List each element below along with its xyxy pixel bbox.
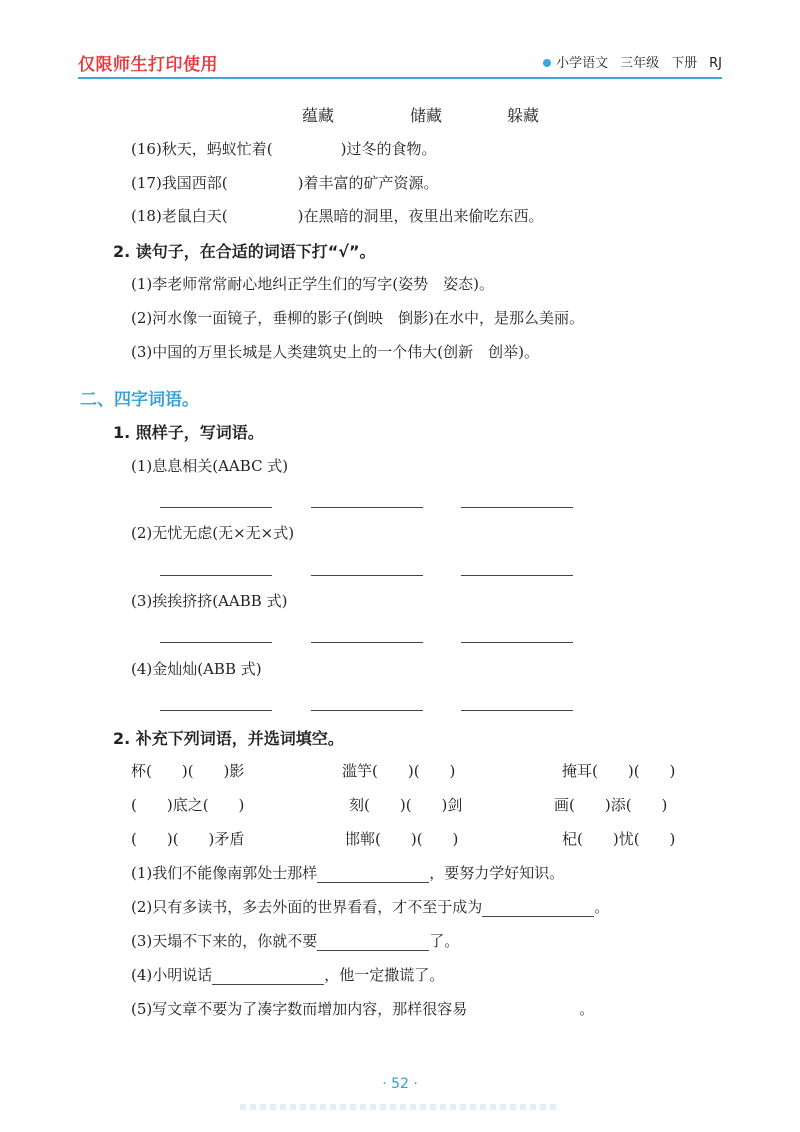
footer-decoration (240, 1104, 560, 1110)
answer-blank[interactable] (482, 902, 594, 917)
idiom-cell: 邯郸( )( ) (345, 830, 459, 848)
idiom-cell: 画( )添( ) (554, 796, 668, 814)
answer-blank[interactable] (311, 710, 423, 711)
pattern-item: (2)无忧无虑(无×无×式) (131, 524, 295, 542)
header-subject: 小学语文 (556, 56, 609, 71)
idiom-cell: ( )底之( ) (131, 796, 245, 814)
fill-sentence: (5)写文章不要为了凑字数而增加内容，那样很容易 。 (131, 1000, 595, 1018)
fill-item: (17)我国西部( )着丰富的矿产资源。 (131, 174, 439, 192)
answer-blank[interactable] (467, 1005, 579, 1019)
idiom-cell: 滥竽( )( ) (342, 762, 456, 780)
idiom-cell: 刻( )( )剑 (349, 796, 463, 814)
answer-blank[interactable] (160, 507, 272, 508)
fill-sentence: (4)小明说话 ，他一定撒谎了。 (131, 966, 445, 984)
idiom-cell: 掩耳( )( ) (562, 762, 676, 780)
sentence-item: (3)中国的万里长城是人类建筑史上的一个伟大(创新 创举)。 (131, 343, 539, 361)
answer-blank[interactable] (317, 936, 429, 951)
question-title: 2. 补充下列词语，并选词填空。 (113, 729, 344, 748)
sentence-item: (1)李老师常常耐心地纠正学生们的写字(姿势 姿态)。 (131, 275, 494, 293)
answer-blank[interactable] (160, 575, 272, 576)
answer-blank[interactable] (317, 868, 429, 883)
fill-sentence: (3)天塌不下来的，你就不要 了。 (131, 932, 460, 950)
answer-blank[interactable] (160, 710, 272, 711)
answer-blank[interactable] (461, 710, 573, 711)
header-edition: RJ (709, 56, 722, 71)
answer-blank[interactable] (311, 575, 423, 576)
word-option: 蕴藏 (302, 106, 335, 125)
idiom-cell: 杞( )忧( ) (562, 830, 676, 848)
header-grade: 三年级 (620, 56, 660, 71)
answer-blank[interactable] (311, 507, 423, 508)
fill-sentence: (2)只有多读书，多去外面的世界看看，才不至于成为 。 (131, 898, 610, 916)
answer-blank[interactable] (461, 507, 573, 508)
answer-blank[interactable] (160, 642, 272, 643)
idiom-cell: 杯( )( )影 (131, 762, 245, 780)
bullet-dot-icon (543, 59, 551, 67)
word-option: 储藏 (410, 106, 443, 125)
question-title: 2. 读句子，在合适的词语下打“√”。 (113, 242, 376, 261)
header-book-info (543, 52, 722, 71)
fill-item: (16)秋天，蚂蚁忙着( )过冬的食物。 (131, 140, 437, 158)
header-divider (78, 77, 722, 79)
sentence-item: (2)河水像一面镜子，垂柳的影子(倒映 倒影)在水中，是那么美丽。 (131, 309, 584, 327)
question-title: 1. 照样子，写词语。 (113, 423, 264, 442)
page-number: · 52 · (382, 1076, 418, 1092)
answer-blank[interactable] (212, 970, 324, 985)
answer-blank[interactable] (311, 642, 423, 643)
pattern-item: (4)金灿灿(ABB 式) (131, 660, 262, 678)
answer-blank[interactable] (461, 575, 573, 576)
pattern-item: (1)息息相关(AABC 式) (131, 457, 289, 475)
idiom-cell: ( )( )矛盾 (131, 830, 245, 848)
fill-sentence: (1)我们不能像南郭处士那样 ，要努力学好知识。 (131, 864, 565, 882)
header-term: 下册 (671, 56, 698, 71)
section-title: 二、四字词语。 (80, 390, 199, 410)
word-option: 躲藏 (507, 106, 540, 125)
fill-item: (18)老鼠白天( )在黑暗的洞里，夜里出来偷吃东西。 (131, 207, 544, 225)
answer-blank[interactable] (461, 642, 573, 643)
pattern-item: (3)挨挨挤挤(AABB 式) (131, 592, 288, 610)
header-title: 仅限师生打印使用 (78, 55, 218, 75)
